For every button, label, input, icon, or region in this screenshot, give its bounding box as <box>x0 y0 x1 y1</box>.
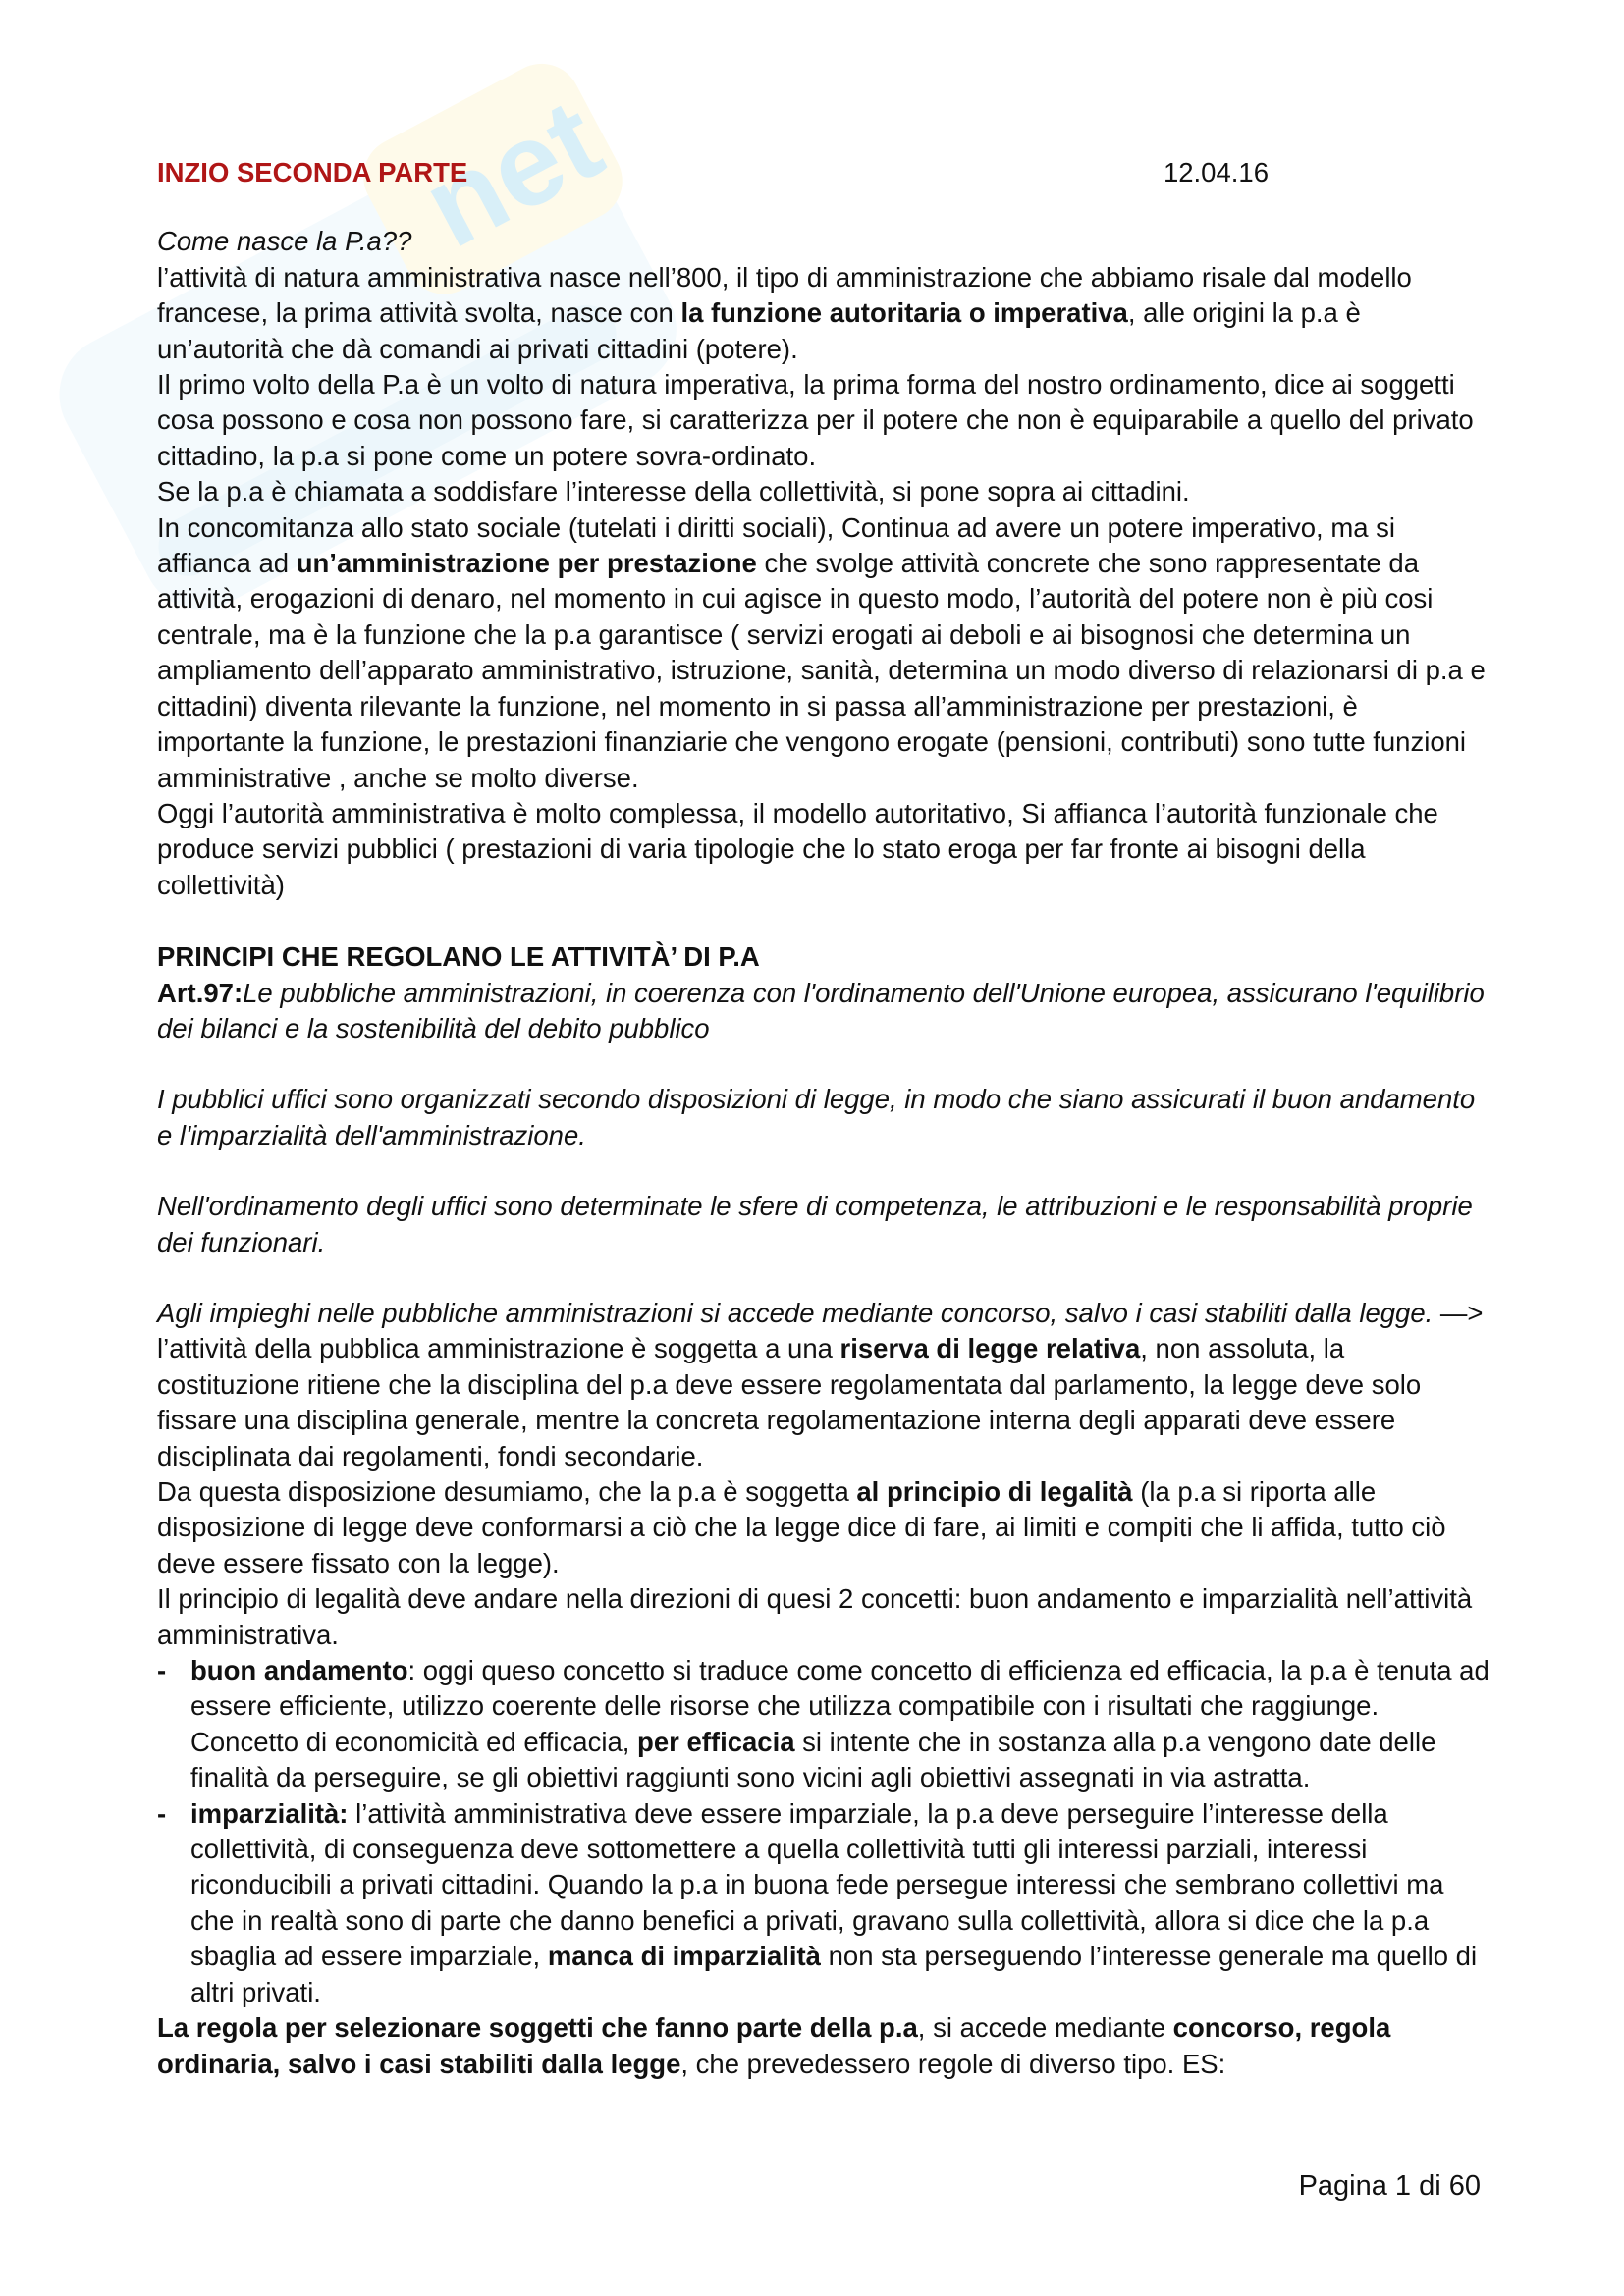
intro-question: Come nasce la P.a?? <box>157 226 412 257</box>
legality-paragraph: Da questa disposizione desumiamo, che la p.a è soggetta al principio di legalità (la p.a si riporta alle disposizione di legge deve conformarsi a ciò che la legge dice di fare, ai limiti e compiti che li affida, tutto ciò deve essere fissato con la legge). <box>157 1476 1446 1578</box>
watermark-text: net <box>403 73 622 273</box>
article-quote-2: I pubblici uffici sono organizzati secondo disposizioni di legge, in modo che siano assicurati il buon andamento e l'imparzialità dell'amministrazione. <box>157 1084 1476 1150</box>
list-item-buon-andamento: - buon andamento: oggi queso concetto si traduce come concetto di efficienza ed efficacia, la p.a è tenuta ad essere efficiente, utilizzo coerente delle risorse che utilizza compatibile con i risultati che raggiunge. Concetto di economicità ed efficacia, per efficacia si intente che in sostanza alla p.a vengono date delle finalità da perseguire, se gli obiettivi raggiunti sono vicini agli obiettivi assegnati in via astratta. <box>157 1653 1492 1796</box>
header-date: 12.04.16 <box>1163 157 1269 187</box>
intro-paragraph-1: l’attività di natura amministrativa nasce nell’800, il tipo di amministrazione che abbiamo risale dal modello francese, la prima attività svolta, nasce con la funzione autoritaria o imperativa, alle origini la p.a è un’autorità che dà comandi ai privati cittadini (potere). <box>157 261 1412 364</box>
intro-paragraph-2: Il primo volto della P.a è un volto di natura imperativa, la prima forma del nostro ordinamento, dice ai soggetti cosa possono e cosa non possono fare, si caratterizza per il potere che non è equiparabile a quello del privato cittadino, la p.a si pone come un potere sovra-ordinato. <box>157 369 1474 471</box>
principles-list <box>157 1653 1492 2010</box>
article-quote-3: Nell'ordinamento degli uffici sono determinate le sfere di competenza, le attribuzioni e le responsabilità proprie dei funzionari. <box>157 1191 1473 1257</box>
header-row <box>157 155 1269 190</box>
legality-concepts-paragraph: Il principio di legalità deve andare nella direzioni di quesi 2 concetti: buon andamento e imparzialità nell’attività amministrativa. <box>157 1583 1473 1650</box>
document-page <box>157 155 1492 2082</box>
principles-heading: PRINCIPI CHE REGOLANO LE ATTIVITÀ’ DI P.A <box>157 941 760 973</box>
intro-paragraph-4: In concomitanza allo stato sociale (tutelati i diritti sociali), Continua ad avere un potere imperativo, ma si affianca ad un’amministrazione per prestazione che svolge attività concrete che sono rappresentate da attività, erogazioni di denaro, nel momento in cui agisce in questo modo, l’autorità del potere non è più cosi centrale, ma è la funzione che la p.a garantisce ( servizi erogati ai deboli e ai bisognosi che determina un ampliamento dell’apparato amministrativo, istruzione, sanità, determina un modo diverso di relazionarsi di p.a e cittadini) diventa rilevante la funzione, nel momento in si passa all’amministrazione per prestazioni, è importante la funzione, le prestazioni finanziarie che vengono erogate (pensioni, contributi) sono tutte funzioni amministrative , anche se molto diverse. <box>157 511 1486 793</box>
intro-paragraph-3: Se la p.a è chiamata a soddisfare l’interesse della collettività, si pone sopra ai cittadini. <box>157 476 1190 507</box>
intro-paragraph-5: Oggi l’autorità amministrativa è molto complessa, il modello autoritativo, Si affianca l’autorità funzionale che produce servizi pubblici ( prestazioni di varia tipologie che lo stato eroga per far fronte ai bisogni della collettività) <box>157 797 1438 900</box>
page-number: Pagina 1 di 60 <box>1298 2170 1481 2202</box>
list-item-imparzialita: - imparzialità: l’attività amministrativa deve essere imparziale, la p.a deve perseguire l’interesse della collettività, di conseguenza deve sottomettere a quella collettività tutti gli interessi parziali, interessi riconducibili a privati cittadini. Quando la p.a in buona fede persegue interessi che sembrano collettivi ma che in realtà sono di parte che danno benefici a privati, gravano sulla collettività, allora si dice che la p.a sbaglia ad essere imparziale, manca di imparzialità non sta perseguendo l’interesse generale ma quello di altri privati. <box>157 1796 1492 2010</box>
section-title: INZIO SECONDA PARTE <box>157 157 468 187</box>
reserve-of-law-paragraph: Agli impieghi nelle pubbliche amministrazioni si accede mediante concorso, salvo i casi stabiliti dalla legge. —> l’attività della pubblica amministrazione è soggetta a una riserva di legge relativa, non assoluta, la costituzione ritiene che la disciplina del p.a deve essere regolamentata dal parlamento, la legge deve solo fissare una disciplina generale, mentre la concreta regolamentazione interna degli apparati deve essere disciplinata dai regolamenti, fondi secondarie. <box>157 1297 1484 1471</box>
article-97: Art.97:Le pubbliche amministrazioni, in coerenza con l'ordinamento dell'Unione europea, assicurano l'equilibrio dei bilanci e la sostenibilità del debito pubblico <box>157 977 1485 1043</box>
selection-rule-paragraph: La regola per selezionare soggetti che fanno parte della p.a, si accede mediante concorso, regola ordinaria, salvo i casi stabiliti dalla legge, che prevedessero regole di diverso tipo. ES: <box>157 2012 1391 2079</box>
